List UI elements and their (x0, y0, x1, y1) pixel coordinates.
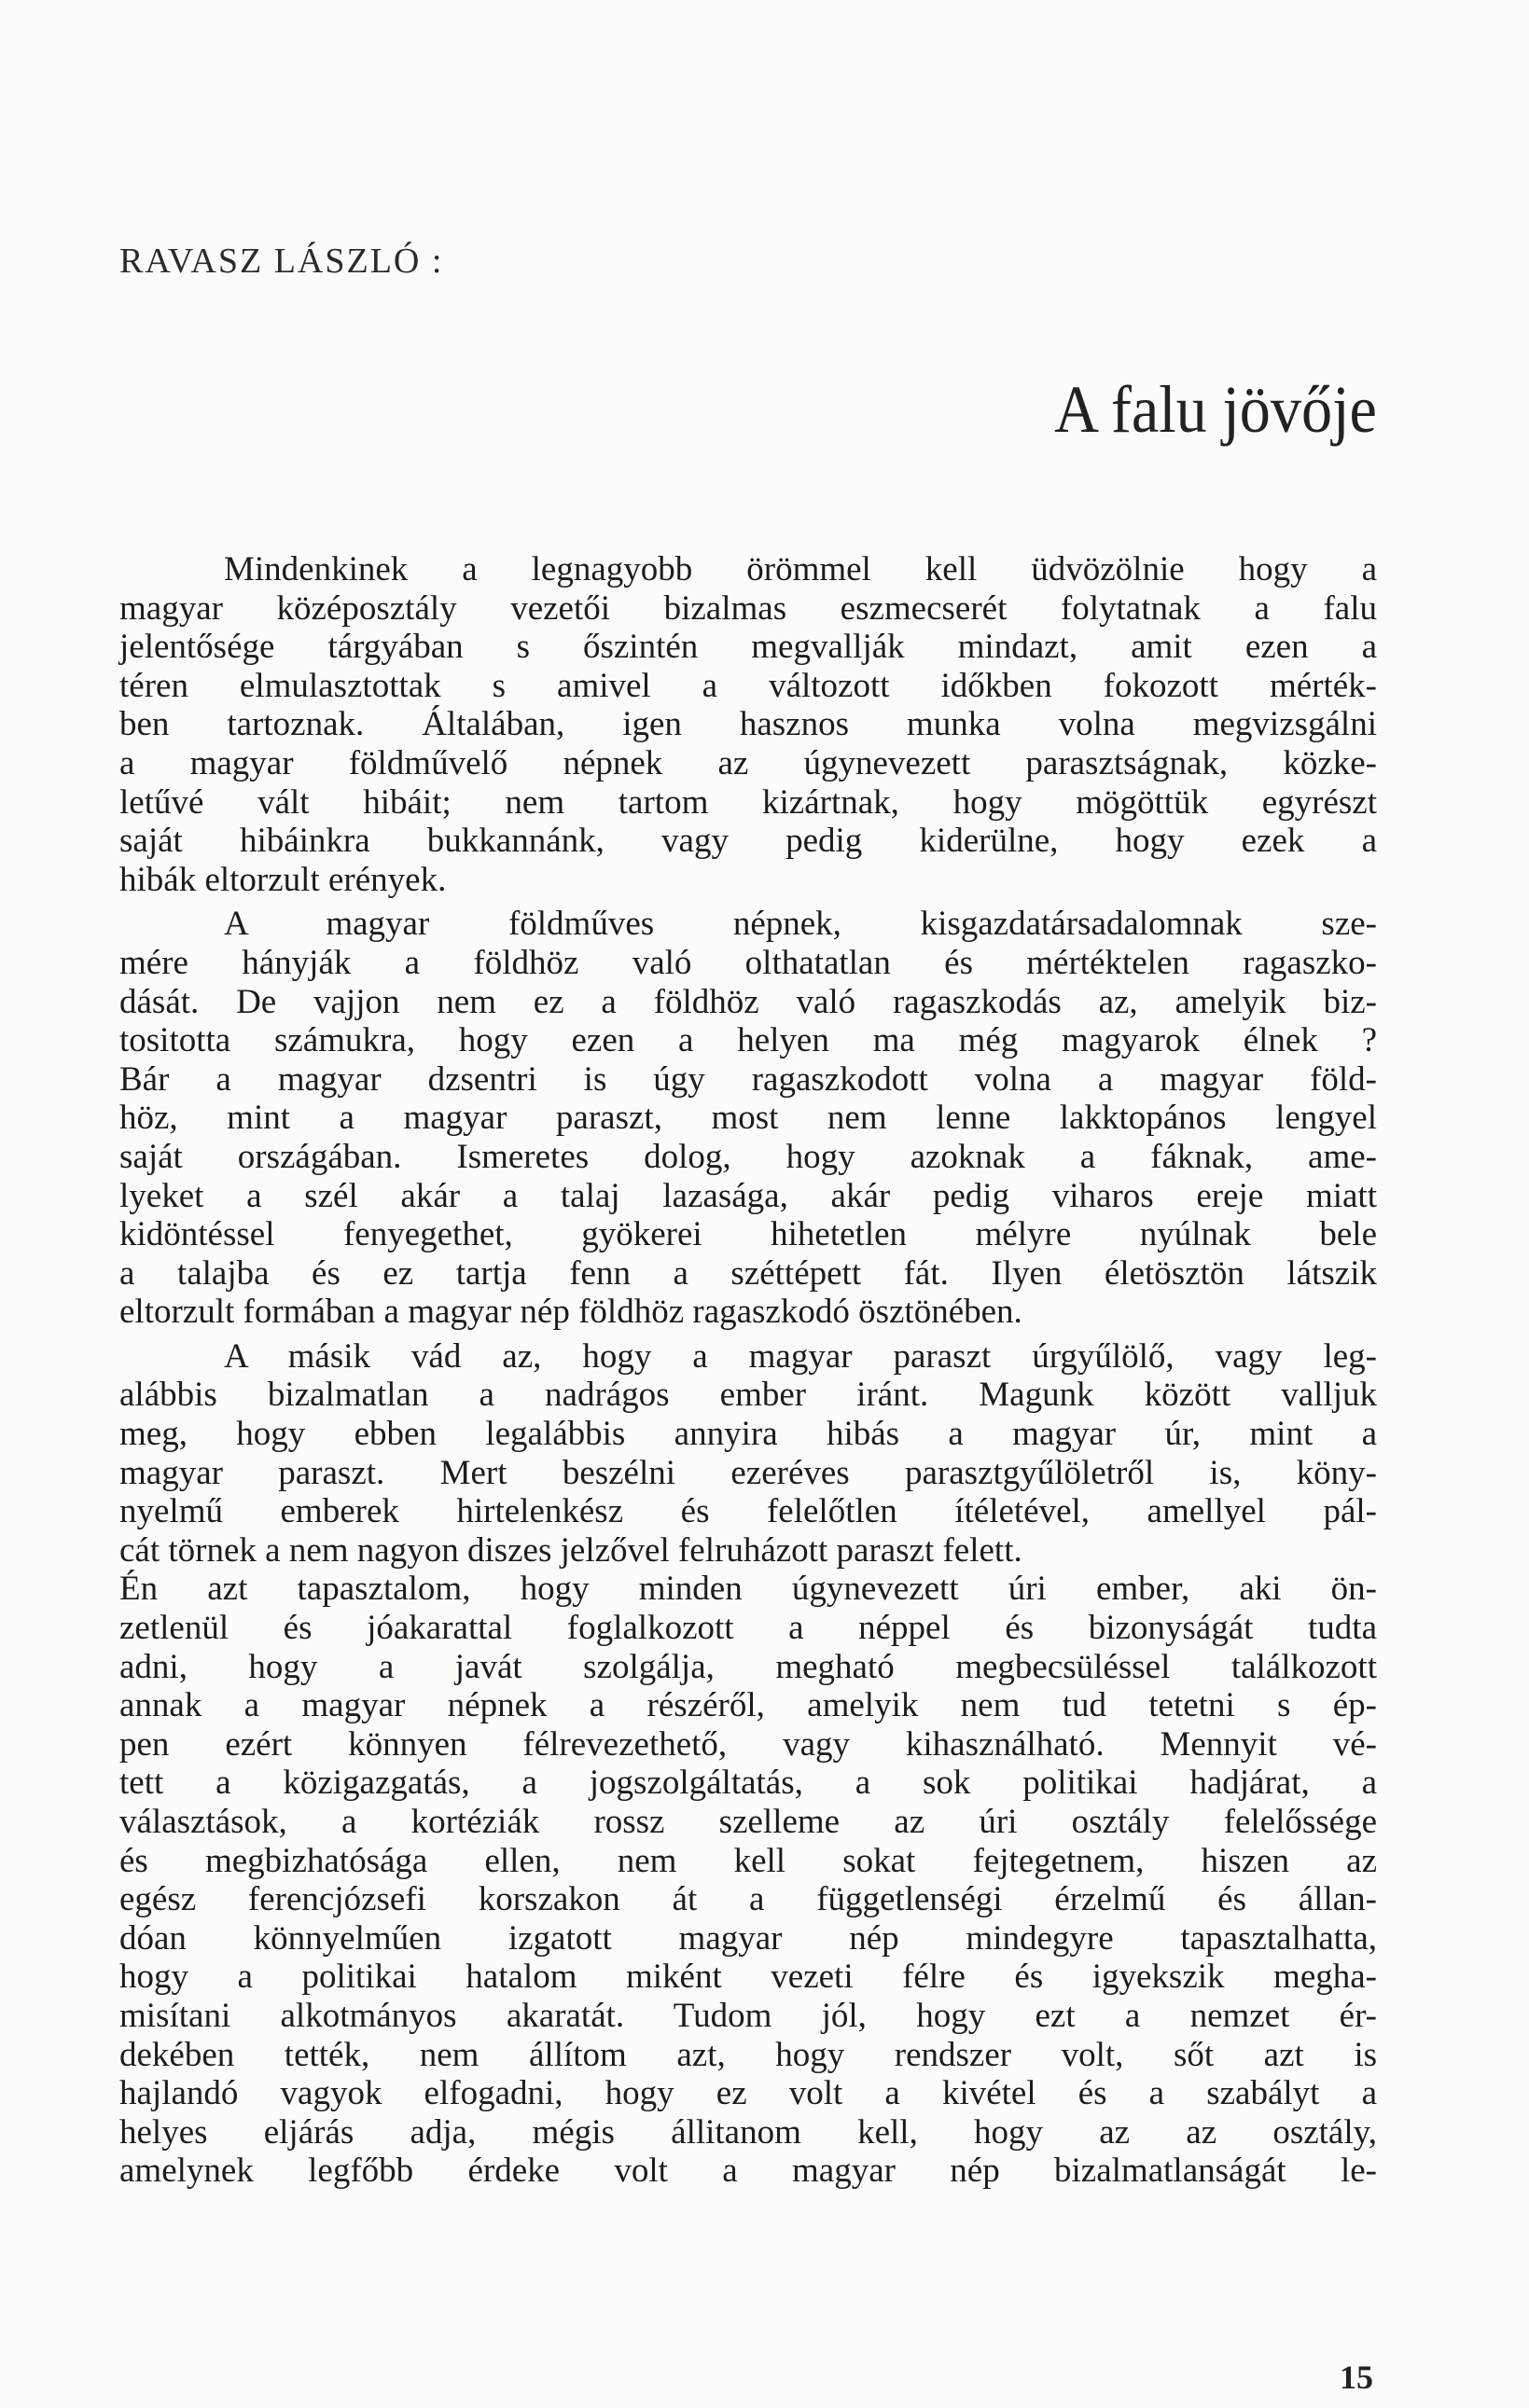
text-line: A magyar földműves népnek, kisgazdatársadalomnak sze- (224, 905, 1377, 944)
text-line: eltorzult formában a magyar nép földhöz ragaszkodó ösztönében. (119, 1293, 1022, 1332)
text-line: helyes eljárás adja, mégis állitanom kell, hogy az az osztály, (119, 2112, 1377, 2152)
text-line: cát törnek a nem nagyon diszes jelzővel felruházott paraszt felett. (119, 1530, 1022, 1570)
text-line: hibák eltorzult erények. (119, 860, 447, 899)
text-line: Én azt tapasztalom, hogy minden úgynevezett úri ember, aki ön- (119, 1570, 1377, 1609)
page-number: 15 (1340, 2359, 1373, 2396)
text-line: saját hibáinkra bukkannánk, vagy pedig kiderülne, hogy ezek a (119, 822, 1377, 861)
text-line: hogy a politikai hatalom miként vezeti félre és igyekszik megha- (119, 1958, 1377, 1997)
text-line: zetlenül és jóakarattal foglalkozott a néppel és bizonyságát tudta (119, 1609, 1377, 1648)
author-name: RAVASZ LÁSZLÓ : (119, 242, 444, 281)
paragraph (119, 905, 1377, 1332)
text-line: dóan könnyelműen izgatott magyar nép mindegyre tapasztalhatta, (119, 1918, 1377, 1958)
paragraph (119, 550, 1377, 899)
text-line: választások, a kortéziák rossz szelleme az úri osztály felelőssége (119, 1803, 1377, 1841)
article-body (119, 550, 1377, 2191)
text-line: magyar középosztály vezetői bizalmas eszmecserét folytatnak a falu (119, 588, 1377, 628)
text-line: adni, hogy a javát szolgálja, megható megbecsüléssel találkozott (119, 1647, 1377, 1686)
paragraph (119, 1337, 1377, 2191)
text-line: hajlandó vagyok elfogadni, hogy ez volt a kivétel és a szabályt a (119, 2074, 1377, 2113)
text-line: egész ferencjózsefi korszakon át a függetlenségi érzelmű és állan- (119, 1880, 1377, 1919)
text-line: téren elmulasztottak s amivel a változott időkben fokozott mérték- (119, 666, 1377, 705)
text-line: tositotta számukra, hogy ezen a helyen ma még magyarok élnek ? (119, 1021, 1377, 1060)
text-line: nyelmű emberek hirtelenkész és felelőtlen ítéletével, amellyel pál- (119, 1492, 1377, 1531)
text-line: saját országában. Ismeretes dolog, hogy azoknak a fáknak, ame- (119, 1137, 1377, 1176)
text-line: meg, hogy ebben legalábbis annyira hibás a magyar úr, mint a (119, 1415, 1377, 1454)
text-line: jelentősége tárgyában s őszintén megvallják mindazt, amit ezen a (119, 628, 1377, 667)
text-line: dekében tették, nem állítom azt, hogy rendszer volt, sőt azt is (119, 2035, 1377, 2074)
text-line: dását. De vajjon nem ez a földhöz való ragaszkodás az, amelyik biz- (119, 982, 1377, 1021)
text-line: a talajba és ez tartja fenn a széttépett fát. Ilyen életösztön látszik (119, 1253, 1377, 1293)
text-line: ben tartoznak. Általában, igen hasznos munka volna megvizsgálni (119, 705, 1377, 744)
text-line: tett a közigazgatás, a jogszolgáltatás, a sok politikai hadjárat, a (119, 1764, 1377, 1803)
text-line: lyeket a szél akár a talaj lazasága, akár pedig viharos ereje miatt (119, 1176, 1377, 1215)
article-title: A falu jövője (1054, 372, 1377, 447)
text-line: A másik vád az, hogy a magyar paraszt úrgyűlölő, vagy leg- (224, 1336, 1377, 1376)
text-line: amelynek legfőbb érdeke volt a magyar nép bizalmatlanságát le- (119, 2152, 1377, 2191)
text-line: misítani alkotmányos akaratát. Tudom jól, hogy ezt a nemzet ér- (119, 1996, 1377, 2035)
text-line: és megbizhatósága ellen, nem kell sokat fejtegetnem, hiszen az (119, 1841, 1377, 1880)
text-line: Bár a magyar dzsentri is úgy ragaszkodott volna a magyar föld- (119, 1059, 1377, 1099)
text-line: annak a magyar népnek a részéről, amelyik nem tud tetetni s ép- (119, 1686, 1377, 1725)
text-line: magyar paraszt. Mert beszélni ezeréves parasztgyűlöletről is, köny- (119, 1453, 1377, 1492)
text-line: mére hányják a földhöz való olthatatlan és mértéktelen ragaszko- (119, 943, 1377, 982)
text-line: kidöntéssel fenyegethet, gyökerei hihetetlen mélyre nyúlnak bele (119, 1215, 1377, 1254)
text-line: höz, mint a magyar paraszt, most nem lenne lakktopános lengyel (119, 1099, 1377, 1138)
text-line: a magyar földművelő népnek az úgynevezett parasztságnak, közke- (119, 743, 1377, 782)
text-line: letűvé vált hibáit; nem tartom kizártnak, hogy mögöttük egyrészt (119, 782, 1377, 822)
text-line: Mindenkinek a legnagyobb örömmel kell üdvözölnie hogy a (224, 550, 1377, 588)
text-line: pen ezért könnyen félrevezethető, vagy kihasználható. Mennyit vé- (119, 1724, 1377, 1764)
text-line: alábbis bizalmatlan a nadrágos ember iránt. Magunk között valljuk (119, 1376, 1377, 1415)
